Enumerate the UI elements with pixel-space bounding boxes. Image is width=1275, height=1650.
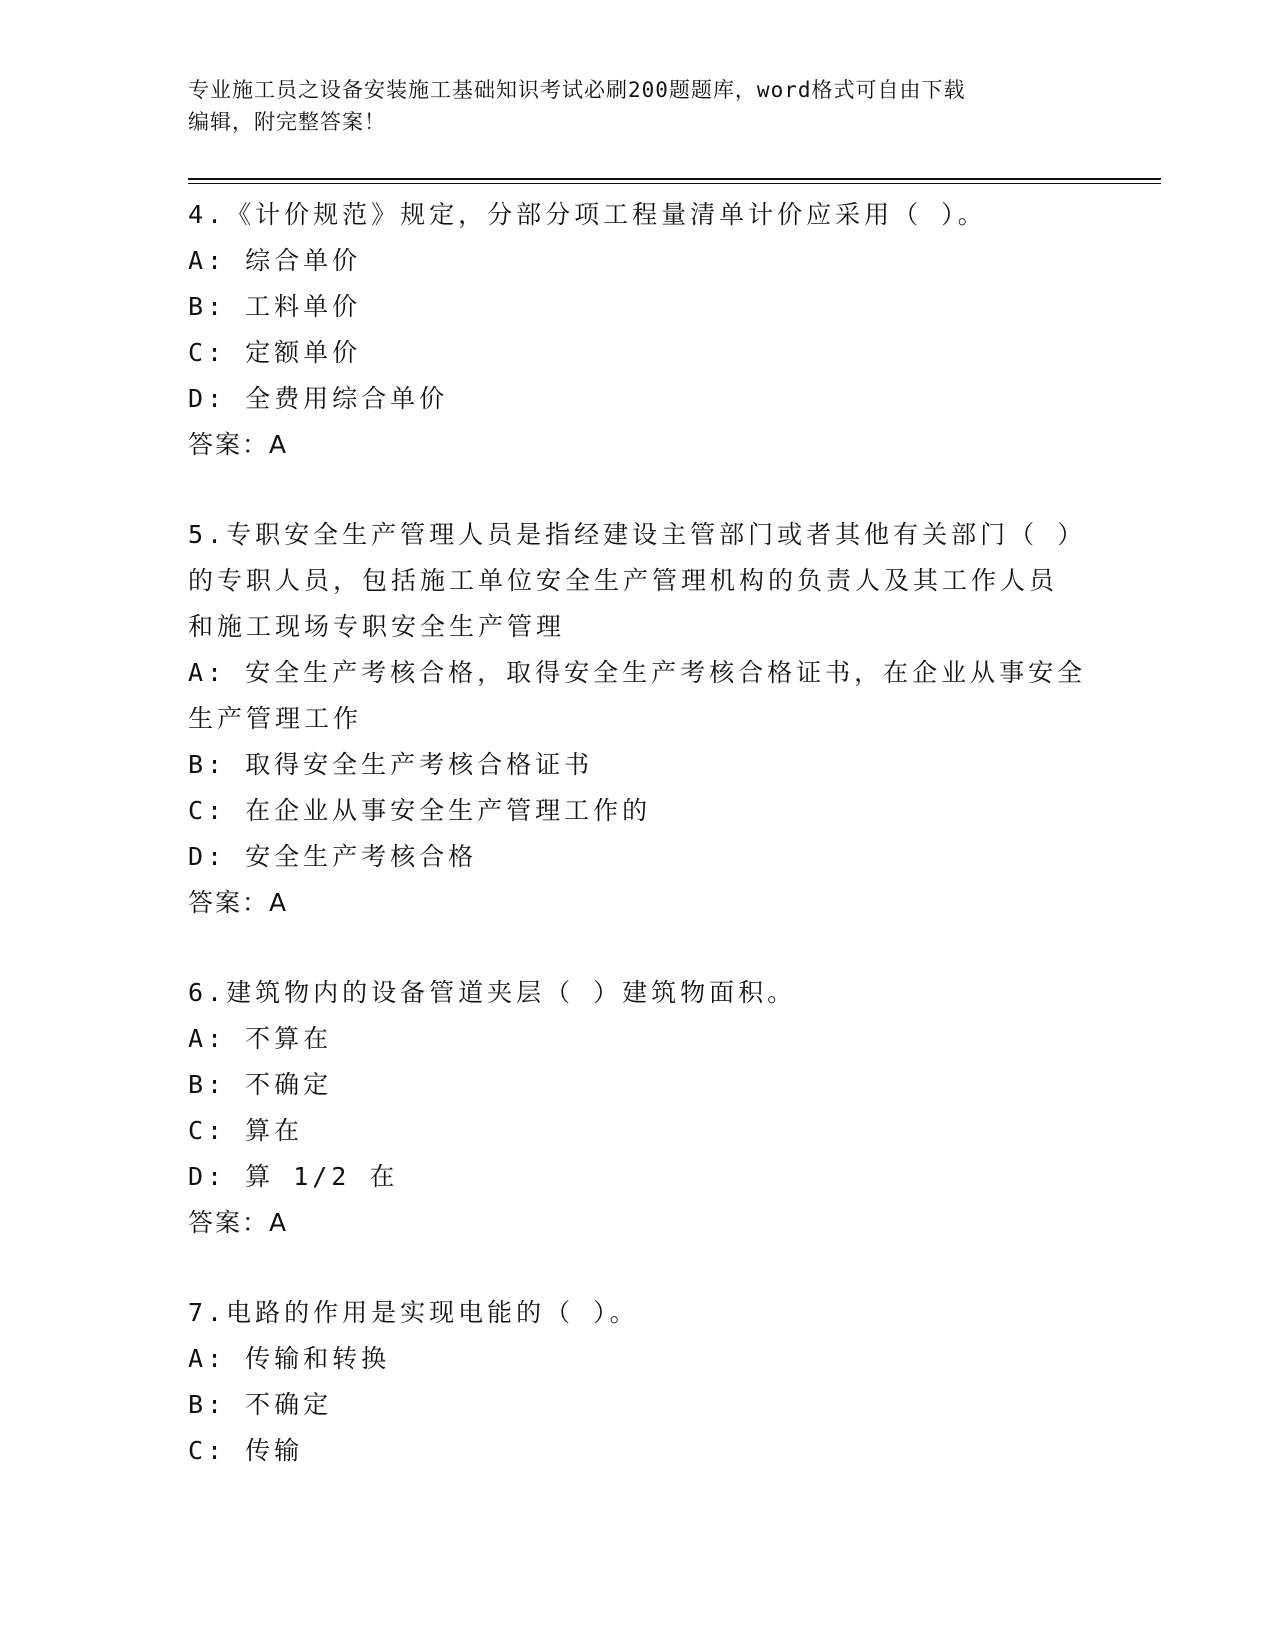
- header-rule-thick: [188, 178, 1161, 180]
- option-a-cont: 生产管理工作: [188, 704, 363, 733]
- header-line-2: 编辑，附完整答案！: [188, 110, 386, 134]
- option-c: C: 传输: [188, 1436, 304, 1465]
- option-a: A: 综合单价: [188, 246, 362, 275]
- option-a: A: 传输和转换: [188, 1344, 391, 1373]
- question-4: [188, 192, 1088, 468]
- question-stem: 6.建筑物内的设备管道夹层（ ）建筑物面积。: [188, 978, 797, 1007]
- document-header: [188, 74, 1088, 138]
- option-a: A: 不算在: [188, 1024, 333, 1053]
- option-c: C: 定额单价: [188, 338, 362, 367]
- question-stem-cont: 和施工现场专职安全生产管理: [188, 612, 566, 641]
- option-b: B: 不确定: [188, 1390, 333, 1419]
- header-rule-thin: [188, 183, 1161, 184]
- header-line-1: 专业施工员之设备安装施工基础知识考试必刷200题题库，word格式可自由下载: [188, 78, 966, 102]
- option-c: C: 在企业从事安全生产管理工作的: [188, 796, 652, 825]
- option-b: B: 取得安全生产考核合格证书: [188, 750, 594, 779]
- question-stem-cont: 的专职人员，包括施工单位安全生产管理机构的负责人及其工作人员: [188, 566, 1059, 595]
- question-list: [188, 192, 1088, 1474]
- question-stem: 7.电路的作用是实现电能的（ ）。: [188, 1298, 639, 1327]
- question-stem: 5.专职安全生产管理人员是指经建设主管部门或者其他有关部门（ ）: [188, 520, 1087, 549]
- option-b: B: 工料单价: [188, 292, 362, 321]
- answer: 答案：A: [188, 430, 289, 459]
- question-stem: 4.《计价规范》规定，分部分项工程量清单计价应采用（ ）。: [188, 200, 987, 229]
- option-d: D: 全费用综合单价: [188, 384, 449, 413]
- option-b: B: 不确定: [188, 1070, 333, 1099]
- option-d: D: 算 1/2 在: [188, 1162, 399, 1191]
- option-c: C: 算在: [188, 1116, 304, 1145]
- question-5: [188, 512, 1088, 926]
- option-d: D: 安全生产考核合格: [188, 842, 478, 871]
- option-a: A: 安全生产考核合格，取得安全生产考核合格证书，在企业从事安全: [188, 658, 1087, 687]
- answer: 答案：A: [188, 888, 289, 917]
- answer: 答案：A: [188, 1208, 289, 1237]
- question-7: [188, 1290, 1088, 1474]
- question-6: [188, 970, 1088, 1246]
